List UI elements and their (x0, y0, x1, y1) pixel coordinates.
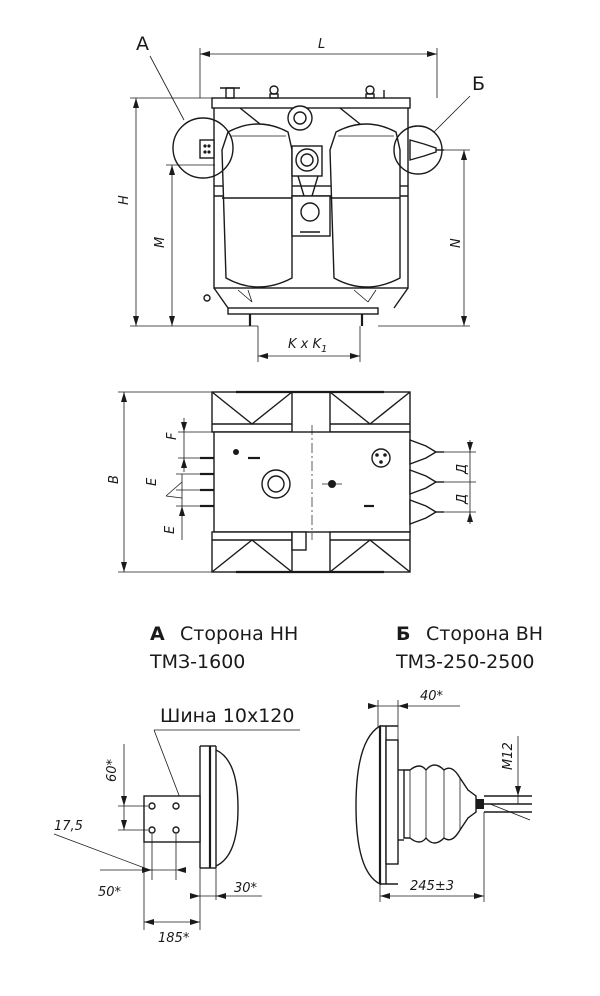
detail-B-model: ТМЗ-250-2500 (396, 651, 535, 673)
dim-M: M (153, 236, 168, 248)
detail-B-letter: Б (396, 623, 411, 645)
callout-A: А (136, 33, 149, 55)
callout-B: Б (472, 73, 486, 95)
dim-40: 40* (420, 689, 444, 704)
dim-D-lower: Д (455, 493, 470, 504)
detail-A-letter: А (150, 623, 165, 645)
dim-60: 60* (105, 758, 120, 782)
dim-K-sub: 1 (321, 344, 328, 355)
dim-K (288, 337, 327, 355)
dim-50: 50* (98, 885, 122, 900)
dim-F: F (165, 432, 180, 440)
dim-H: H (117, 195, 132, 205)
dim-17-5: 17,5 (54, 819, 83, 834)
detail-B-title: Сторона ВН (426, 623, 544, 645)
dim-L: L (318, 37, 326, 52)
detail-A (54, 623, 300, 946)
front-view (117, 33, 485, 362)
dim-30: 30* (234, 881, 258, 896)
dim-185: 185* (158, 931, 190, 946)
dim-N: N (449, 238, 464, 248)
detail-B (356, 623, 543, 902)
dim-M12: M12 (501, 742, 516, 770)
dim-E-lower: E (163, 525, 178, 534)
detail-A-model: ТМЗ-1600 (150, 651, 246, 673)
detail-A-busbar: Шина 10х120 (160, 705, 295, 727)
dim-D-upper: Д (455, 463, 470, 474)
dim-E-upper: E (145, 477, 160, 486)
dim-K-main: K x K (288, 337, 322, 352)
plan-view (107, 392, 476, 572)
detail-A-title: Сторона НН (180, 623, 299, 645)
dim-B: B (107, 475, 122, 484)
dim-245: 245±3 (410, 879, 454, 894)
